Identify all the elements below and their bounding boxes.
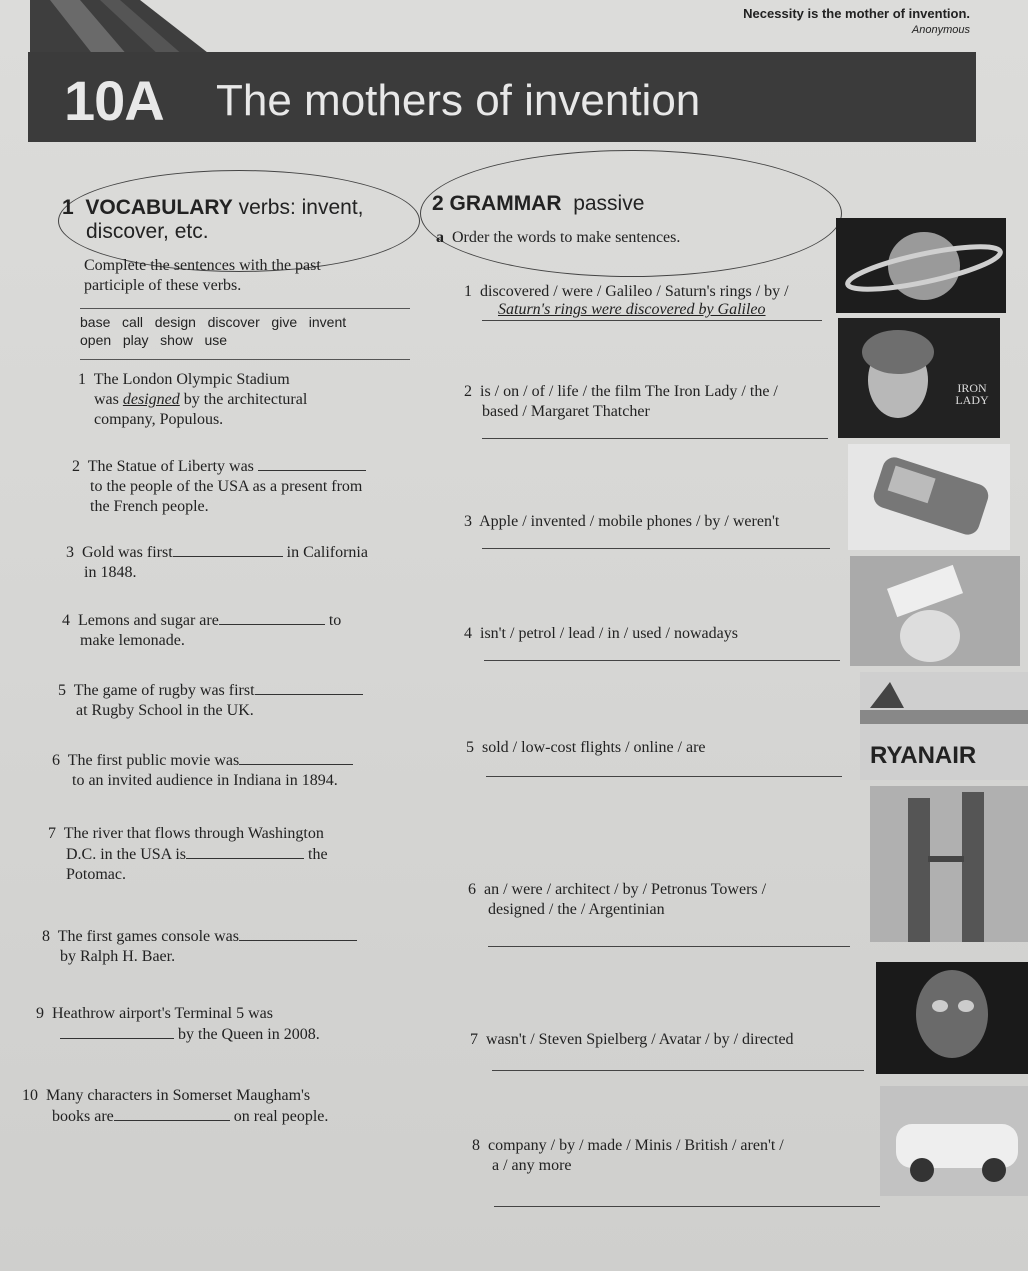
answer-blank[interactable]: [239, 750, 353, 765]
vocab-item-9: 9 Heathrow airport's Terminal 5 was by the Queen in 2008.: [36, 1005, 320, 1043]
petronas-towers-photo: [870, 786, 1028, 942]
avatar-photo: [876, 962, 1028, 1074]
grammar-item-6: 6 an / were / architect / by / Petronus Towers / designed / the / Argentinian: [468, 881, 767, 918]
answer-blank[interactable]: [258, 456, 366, 471]
word-box-line-2: open play show use: [80, 332, 228, 348]
vocab-instruction-1: Complete the sentences with the past: [84, 257, 321, 274]
answer-line[interactable]: [484, 660, 840, 661]
vocab-instruction-2: participle of these verbs.: [84, 277, 242, 294]
ryanair-plane-photo: [860, 672, 1028, 780]
word-box-line-1: base call design discover give invent: [80, 314, 347, 330]
vocab-item-8: 8 The first games console was by Ralph H. Baer.: [42, 926, 357, 967]
grammar-item-7: 7 wasn't / Steven Spielberg / Avatar / by / directed: [470, 1031, 794, 1048]
grammar-item-1: 1 discovered / were / Galileo / Saturn's rings / by /: [464, 283, 789, 300]
saturn-photo: [836, 218, 1006, 313]
answer-blank[interactable]: [60, 1024, 174, 1039]
answer-line[interactable]: [486, 776, 842, 777]
mini-car-photo: [880, 1086, 1028, 1196]
vocab-subheading: discover, etc.: [86, 220, 209, 243]
iron-lady-title: IRON LADY: [955, 381, 989, 407]
example-answer: designed: [122, 391, 180, 408]
grammar-item-8: 8 company / by / made / Minis / British / aren't / a / any more: [472, 1137, 784, 1174]
grammar-item-5: 5 sold / low-cost flights / online / are: [466, 739, 706, 756]
unit-number: 10A: [64, 69, 164, 132]
grammar-instruction: a Order the words to make sentences.: [436, 229, 681, 246]
word-box: [80, 308, 410, 360]
petrol-pump-photo: [850, 556, 1020, 666]
vocab-item-7: 7 The river that flows through Washington D.C. in the USA is the Potomac.: [48, 825, 328, 883]
vocab-item-5: 5 The game of rugby was first at Rugby School in the UK.: [58, 680, 363, 721]
vocab-item-1: 1 The London Olympic Stadium was designed by the architectural company, Populous.: [78, 371, 308, 428]
vocab-item-3: 3 Gold was first in California in 1848.: [66, 544, 368, 581]
answer-line[interactable]: [482, 548, 830, 549]
answer-line[interactable]: [494, 1206, 880, 1207]
answer-blank[interactable]: [173, 542, 283, 557]
answer-blank[interactable]: [239, 926, 357, 941]
mobile-phone-photo: [848, 444, 1010, 550]
vocab-item-10: 10 Many characters in Somerset Maugham's books are on real people.: [22, 1087, 329, 1125]
vocab-item-4: 4 Lemons and sugar are to make lemonade.: [62, 612, 342, 649]
unit-banner: [28, 52, 976, 142]
ryanair-logo: RYANAIR: [870, 742, 977, 769]
grammar-item-2: 2 is / on / of / life / the film The Iron Lady / the / based / Margaret Thatcher: [464, 383, 778, 420]
page-title: The mothers of invention: [216, 76, 701, 125]
iron-lady-poster: [838, 318, 1000, 438]
grammar-example-answer: Saturn's rings were discovered by Galileo: [498, 301, 766, 318]
answer-blank[interactable]: [219, 610, 325, 625]
grammar-item-3: 3 Apple / invented / mobile phones / by / weren't: [464, 513, 780, 530]
vocab-item-2: 2 The Statue of Liberty was to the people of the USA as a present from the French people.: [72, 456, 366, 517]
answer-line[interactable]: [482, 320, 822, 321]
grammar-heading: 2 GRAMMAR passive: [432, 192, 645, 215]
quote-text: Necessity is the mother of invention.: [743, 6, 970, 21]
answer-blank[interactable]: [114, 1106, 230, 1121]
answer-blank[interactable]: [186, 844, 304, 859]
answer-blank[interactable]: [255, 680, 363, 695]
answer-line[interactable]: [492, 1070, 864, 1071]
vocab-heading: 1 VOCABULARY verbs: invent,: [62, 196, 364, 219]
grammar-item-4: 4 isn't / petrol / lead / in / used / nowadays: [464, 625, 738, 642]
answer-line[interactable]: [482, 438, 828, 439]
vocab-item-6: 6 The first public movie was to an invited audience in Indiana in 1894.: [52, 750, 353, 791]
quote-author: Anonymous: [911, 24, 970, 36]
answer-line[interactable]: [488, 946, 850, 947]
